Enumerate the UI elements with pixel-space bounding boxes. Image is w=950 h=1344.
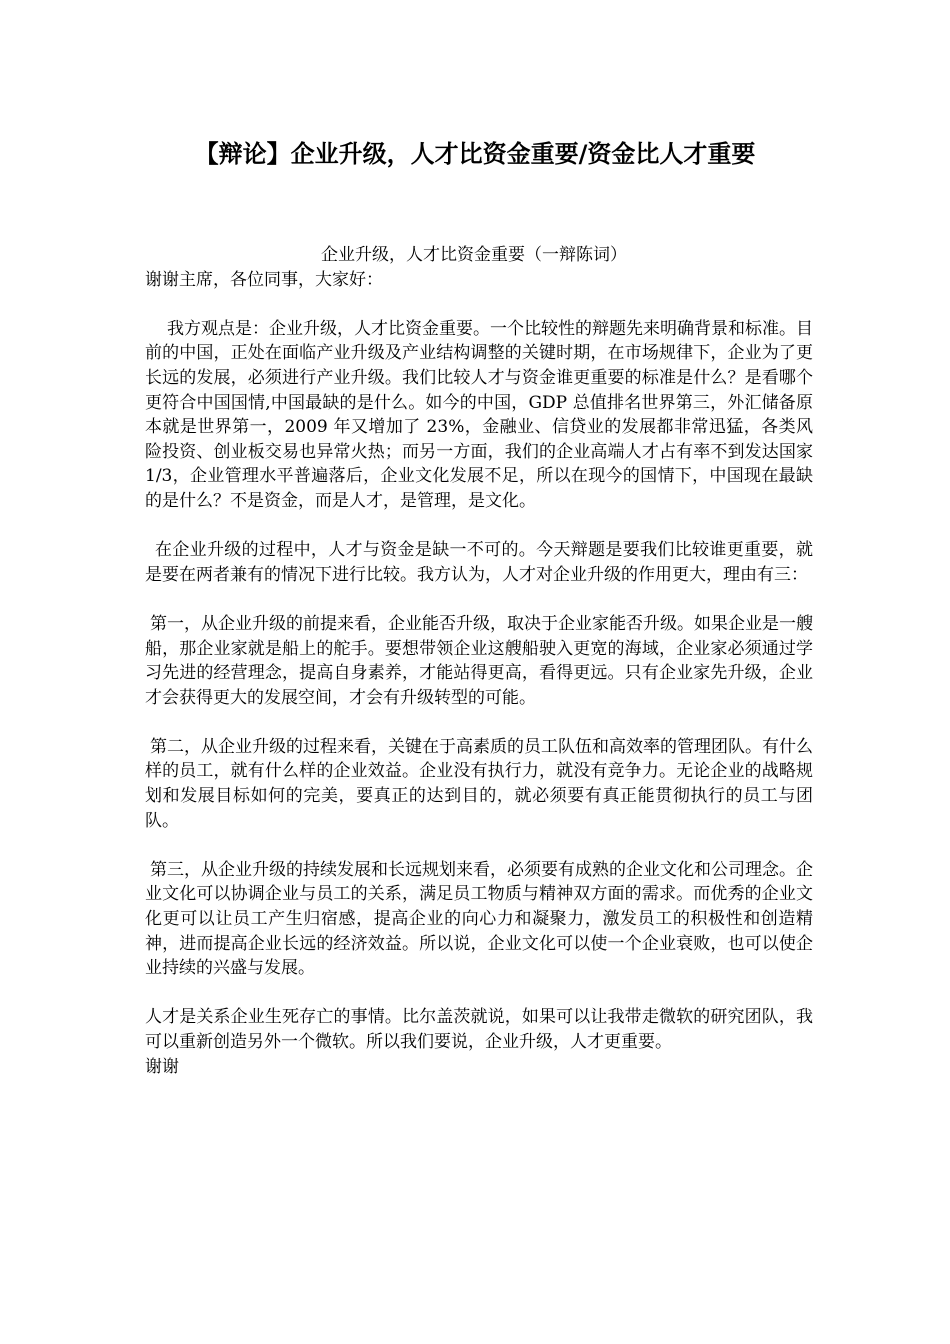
paragraph-comparison-basis: 在企业升级的过程中，人才与资金是缺一不可的。今天辩题是要我们比较谁更重要，就是要在两者兼有的情况下进行比较。我方认为，人才对企业升级的作用更大，理由有三： <box>145 540 813 585</box>
paragraph-reason-three: 第三，从企业升级的持续发展和长远规划来看，必须要有成熟的企业文化和公司理念。企业文化可以协调企业与员工的关系，满足员工物质与精神双方面的需求。而优秀的企业文化更可以让员工产生归宿感，提高企业的向心力和凝聚力，激发员工的积极性和创造精神，进而提高企业长远的经济效益。所以说，企业文化可以使一个企业衰败，也可以使企业持续的兴盛与发展。 <box>145 859 813 979</box>
document-body <box>145 243 813 1079</box>
paragraph-reason-two: 第二，从企业升级的过程来看，关键在于高素质的员工队伍和高效率的管理团队。有什么样的员工，就有什么样的企业效益。企业没有执行力，就没有竞争力。无论企业的战略规划和发展目标如何的完美，要真正的达到目的，就必须要有真正能贯彻执行的员工与团队。 <box>145 736 813 831</box>
greeting-line: 谢谢主席，各位同事，大家好： <box>145 269 383 290</box>
speech-subtitle: 企业升级，人才比资金重要（一辩陈词） <box>321 245 627 265</box>
paragraph-conclusion: 人才是关系企业生死存亡的事情。比尔盖茨就说，如果可以让我带走微软的研究团队，我可以重新创造另外一个微软。所以我们要说，企业升级，人才更重要。 <box>145 1007 813 1052</box>
paragraph-reason-one: 第一，从企业升级的前提来看，企业能否升级，取决于企业家能否升级。如果企业是一艘船，那企业家就是船上的舵手。要想带领企业这艘船驶入更宽的海域，企业家必须通过学习先进的经营理念，提高自身素养，才能站得更高，看得更远。只有企业家先升级，企业才会获得更大的发展空间，才会有升级转型的可能。 <box>145 613 813 708</box>
paragraph-position-statement: 我方观点是：企业升级，人才比资金重要。一个比较性的辩题先来明确背景和标准。目前的中国，正处在面临产业升级及产业结构调整的关键时期，在市场规律下，企业为了更长远的发展，必须进行产业升级。我们比较人才与资金谁更重要的标准是什么？是看哪个更符合中国国情,中国最缺的是什么。如今的中国，GDP 总值排名世界第三，外汇储备原本就是世界第一，2009 年又增加了 23%，金融业、信贷业的发展都非常迅猛，各类风险投资、创业板交易也异常火热；而另一方面，我们的企业高端人才占有率不到发达国家 1/3，企业管理水平普遍落后，企业文化发展不足，所以在现今的国情下，中国现在最缺的是什么？不是资金，而是人才，是管理，是文化。 <box>145 318 813 511</box>
closing-thanks: 谢谢 <box>145 1056 179 1077</box>
document-title: 【辩论】企业升级，人才比资金重要/资金比人才重要 <box>194 140 756 168</box>
